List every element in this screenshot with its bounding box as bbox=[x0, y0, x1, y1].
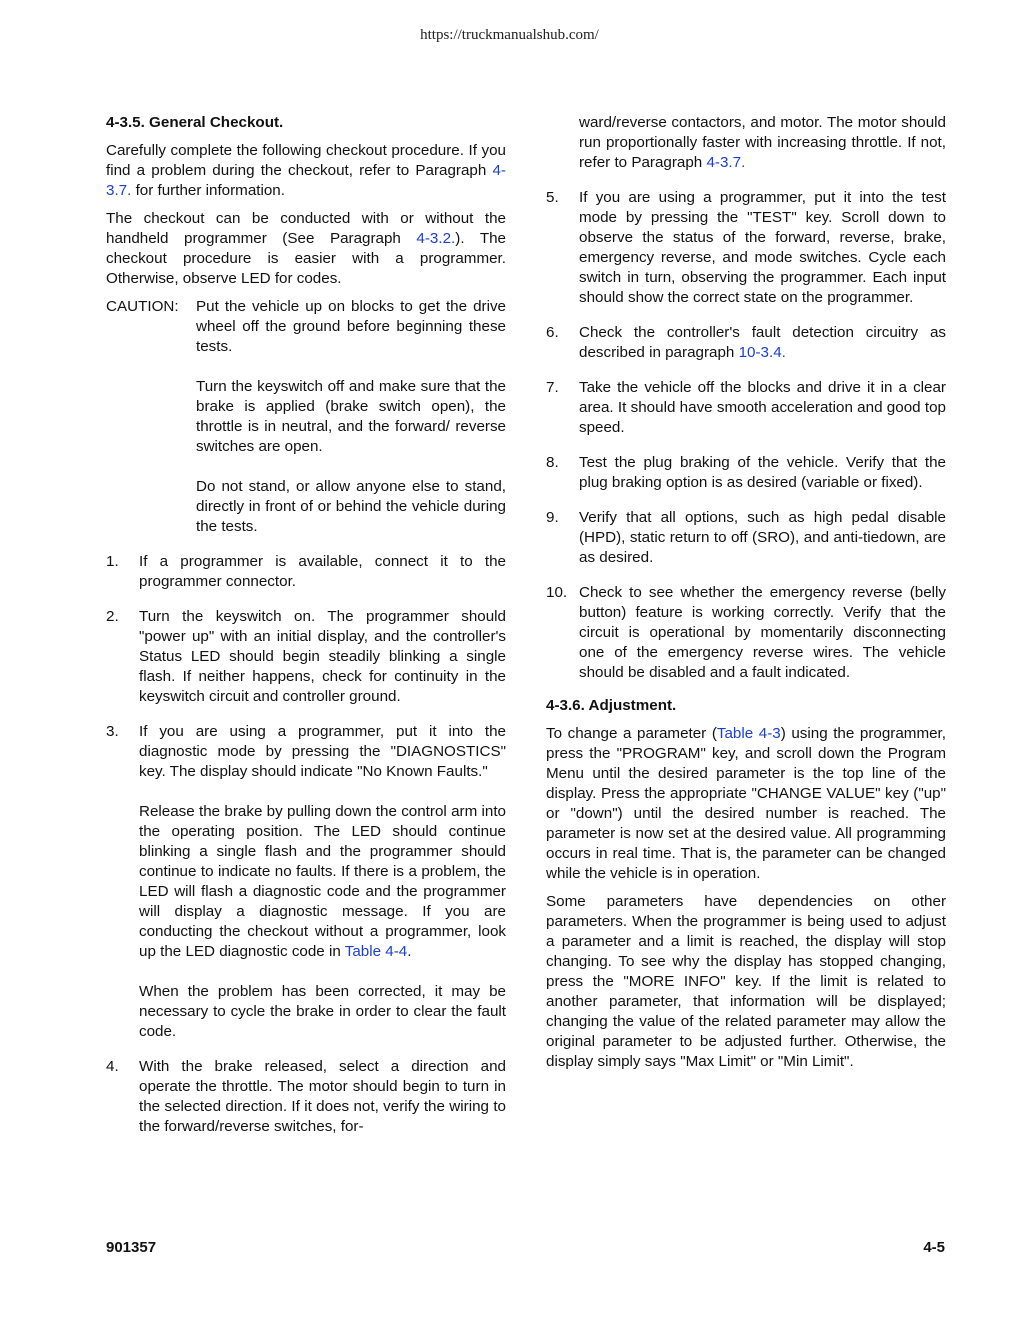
document-number: 901357 bbox=[106, 1239, 157, 1256]
link-table-4-3[interactable]: Table 4-3 bbox=[716, 725, 781, 742]
intro-1-text-end: for further information. bbox=[131, 182, 285, 199]
link-paragraph-4-3-7[interactable]: 4-3.7. bbox=[106, 162, 506, 199]
step-number: 8. bbox=[546, 454, 559, 471]
intro-2-text: The checkout can be conducted with or without the handheld programmer (See Paragraph bbox=[106, 210, 506, 247]
right-column bbox=[546, 113, 946, 1080]
caution-paragraph-3: Do not stand, or allow anyone else to stand, directly in front of or behind the vehicle during the tests. bbox=[196, 478, 506, 535]
link-paragraph-4-3-2[interactable]: 4-3.2. bbox=[416, 230, 456, 247]
page-number: 4-5 bbox=[923, 1239, 945, 1256]
step-text: Test the plug braking of the vehicle. Verify that the plug braking option is as desired (variable or fixed). bbox=[579, 454, 946, 491]
source-url: https://truckmanualshub.com/ bbox=[420, 27, 599, 43]
step-1 bbox=[106, 552, 506, 592]
step-text: With the brake released, select a direction and operate the throttle. The motor should begin to turn in the selected direction. If it does not, verify the wiring to the forward/reverse switches, for- bbox=[139, 1058, 506, 1135]
step-text bbox=[579, 113, 946, 173]
step-number: 7. bbox=[546, 379, 559, 396]
intro-paragraph-1 bbox=[106, 141, 506, 201]
adjustment-paragraph-1 bbox=[546, 724, 946, 884]
step-number: 3. bbox=[106, 723, 119, 740]
caution-paragraph-2: Turn the keyswitch off and make sure that the brake is applied (brake switch open), the throttle is in neutral, and the forward/ reverse switches are open. bbox=[196, 378, 506, 455]
step-number: 1. bbox=[106, 553, 119, 570]
section-heading-adjustment: 4-3.6. Adjustment. bbox=[546, 697, 677, 714]
step-3-paragraph-1: If you are using a programmer, put it into the diagnostic mode by pressing the "DIAGNOSTICS" key. The display should indicate "No Known Faults." bbox=[139, 723, 506, 780]
step-7 bbox=[546, 378, 946, 438]
intro-2-text-end: ). The checkout procedure is easier with a programmer. Otherwise, observe LED for codes. bbox=[106, 230, 506, 287]
adjustment-1-text: To change a parameter ( bbox=[546, 725, 717, 742]
step-number: 2. bbox=[106, 608, 119, 625]
caution-block bbox=[106, 297, 506, 537]
link-paragraph-10-3-4[interactable]: 10-3.4. bbox=[738, 344, 786, 361]
step-3-paragraph-2 bbox=[139, 802, 506, 962]
link-table-4-4[interactable]: Table 4-4 bbox=[344, 943, 408, 960]
step-9 bbox=[546, 508, 946, 568]
step-text: If you are using a programmer, put it into the test mode by pressing the "TEST" key. Scroll down to observe the status of the forward, reverse, brake, emergency reverse, and mode switches. Cycle each switch in turn, observing the programmer. Each input should show the correct state on the programmer. bbox=[579, 189, 946, 306]
step-number: 10. bbox=[546, 584, 568, 601]
step-text: Take the vehicle off the blocks and drive it in a clear area. It should have smooth acceleration and good top speed. bbox=[579, 379, 946, 436]
step-4-continued bbox=[546, 113, 946, 173]
step-number: 5. bbox=[546, 189, 559, 206]
step-3-paragraph-3: When the problem has been corrected, it may be necessary to cycle the brake in order to clear the fault code. bbox=[139, 983, 506, 1040]
step-body bbox=[139, 722, 506, 1042]
step-text: Check to see whether the emergency reverse (belly button) feature is working correctly. Verify that the circuit is operational by momentarily disconnecting one of the emergency reverse wires. The vehicle should be disabled and a fault indicated. bbox=[579, 584, 946, 681]
step-3-paragraph-2-text: Release the brake by pulling down the control arm into the operating position. The LED should continue blinking a single flash and the programmer should continue to indicate no faults. If there is a problem, the LED will flash a diagnostic code and the programmer will display a diagnostic message. If you are conducting the checkout without a programmer, look up the LED diagnostic code in bbox=[139, 803, 506, 960]
caution-body bbox=[196, 297, 506, 537]
intro-paragraph-2 bbox=[106, 209, 506, 289]
step-number: 4. bbox=[106, 1058, 119, 1075]
caution-label: CAUTION: bbox=[106, 298, 179, 315]
step-8 bbox=[546, 453, 946, 493]
section-heading-general-checkout: 4-3.5. General Checkout. bbox=[106, 114, 284, 131]
left-column bbox=[106, 113, 506, 1152]
step-3 bbox=[106, 722, 506, 1042]
caution-paragraph-1: Put the vehicle up on blocks to get the drive wheel off the ground before beginning these tests. bbox=[196, 298, 506, 355]
link-paragraph-4-3-7[interactable]: 4-3.7. bbox=[706, 154, 746, 171]
step-6-text: Check the controller's fault detection circuitry as described in paragraph bbox=[579, 324, 946, 361]
step-text: Turn the keyswitch on. The programmer should "power up" with an initial display, and the controller's Status LED should begin steadily blinking a single flash. If neither happens, check for continuity in the keyswitch circuit and controller ground. bbox=[139, 608, 506, 705]
step-5 bbox=[546, 188, 946, 308]
intro-1-text: Carefully complete the following checkout procedure. If you find a problem during the checkout, refer to Paragraph bbox=[106, 142, 506, 179]
step-number: 9. bbox=[546, 509, 559, 526]
step-text: If a programmer is available, connect it to the programmer connector. bbox=[139, 553, 506, 590]
step-number-blank bbox=[546, 113, 579, 173]
step-number: 6. bbox=[546, 324, 559, 341]
step-text bbox=[579, 323, 946, 363]
step-2 bbox=[106, 607, 506, 707]
step-10 bbox=[546, 583, 946, 683]
adjustment-paragraph-2: Some parameters have dependencies on other parameters. When the programmer is being used to adjust a parameter and a limit is reached, the display will stop changing. To see why the display has stopped changing, press the "MORE INFO" key. If the limit is related to another parameter, that information will be displayed; changing the value of the related parameter may allow the original parameter to be adjusted further. Otherwise, the display simply says "Max Limit" or "Min Limit". bbox=[546, 893, 946, 1070]
step-text: Verify that all options, such as high pedal disable (HPD), static return to off (SRO), and anti-tiedown, are as desired. bbox=[579, 509, 946, 566]
step-4 bbox=[106, 1057, 506, 1137]
adjustment-1-text-end: ) using the programmer, press the "PROGRAM" key, and scroll down the Program Menu until the desired parameter is the top line of the display. Press the appropriate "CHANGE VALUE" key ("up" or "down") until the desired number is reached. The parameter is now set at the desired value. All programming occurs in real time. That is, the parameter can be changed while the vehicle is in operation. bbox=[546, 725, 946, 882]
step-4-continued-text: ward/reverse contactors, and motor. The motor should run proportionally faster with increasing throttle. If not, refer to Paragraph bbox=[579, 114, 946, 171]
step-6 bbox=[546, 323, 946, 363]
step-3-paragraph-2-end: . bbox=[407, 943, 412, 960]
